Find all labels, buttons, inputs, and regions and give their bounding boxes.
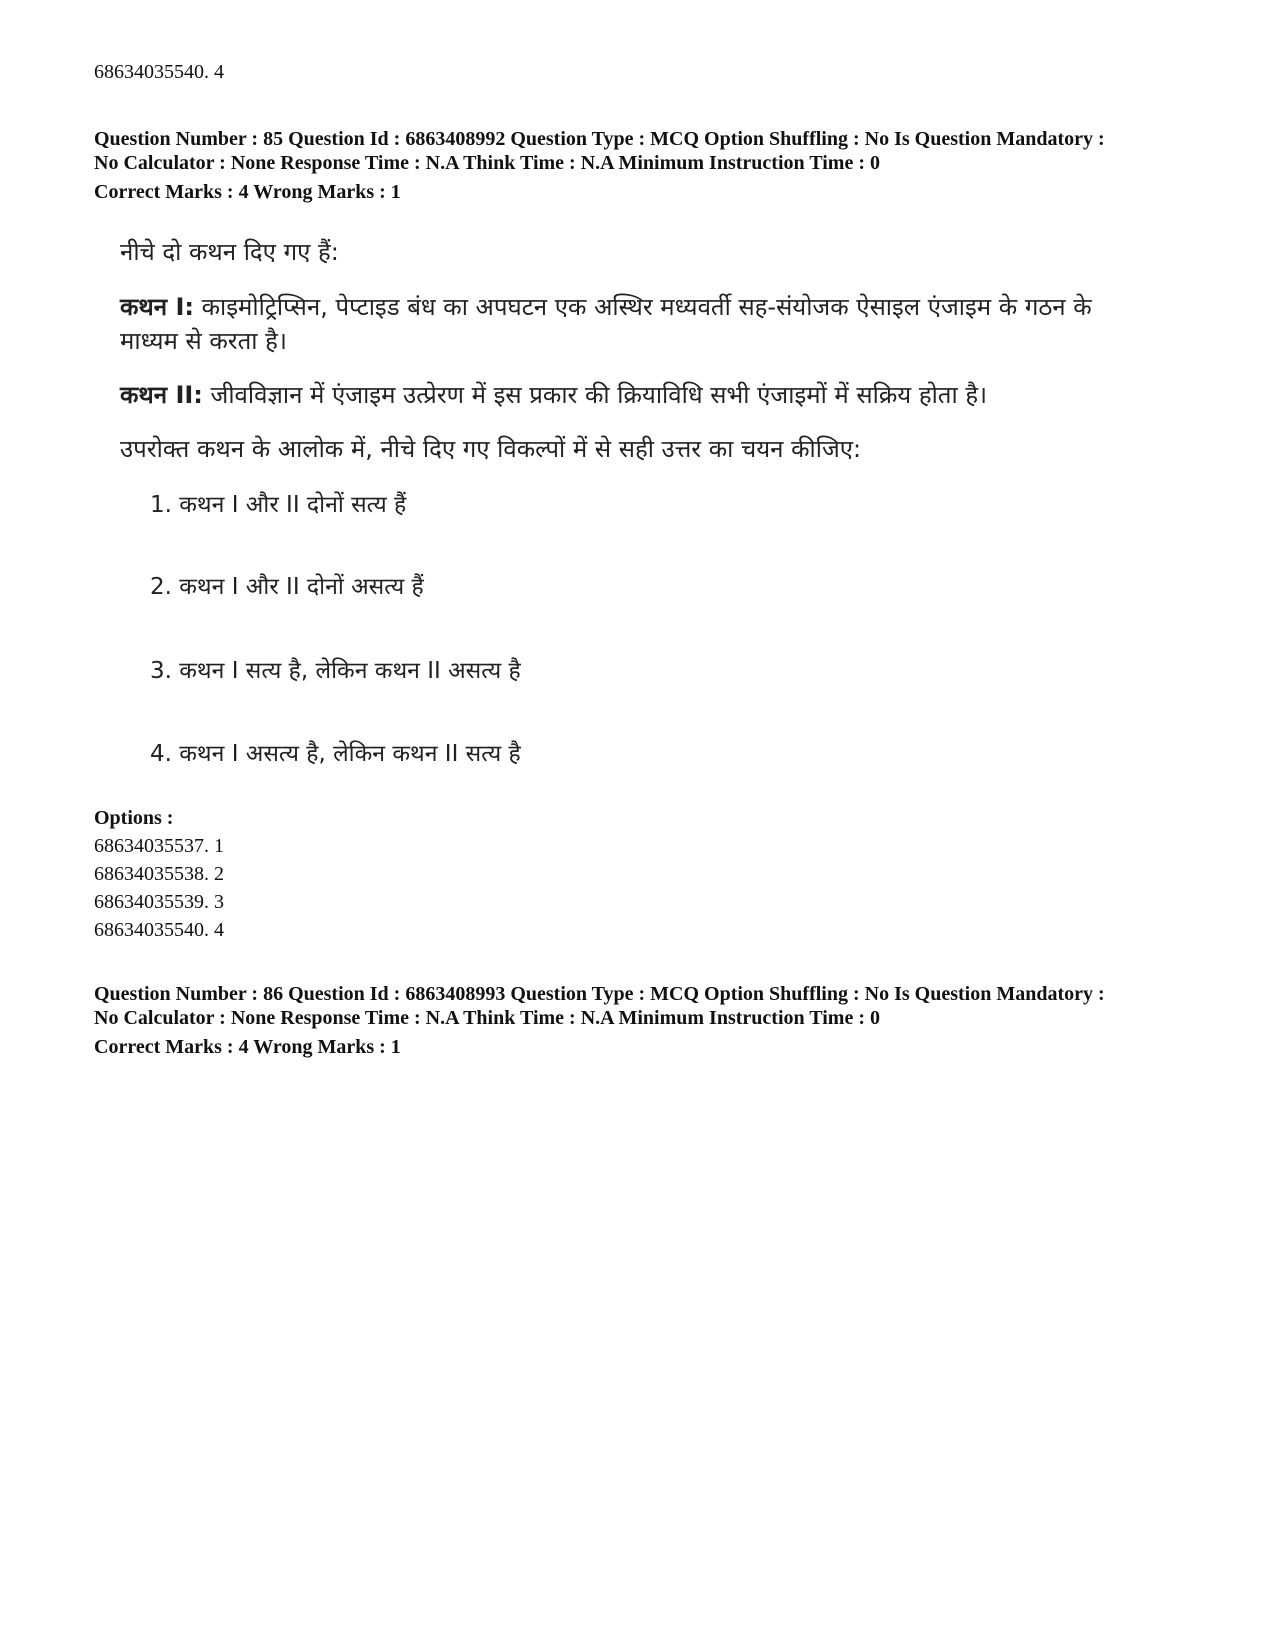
previous-option-fragment: 68634035540. 4 bbox=[94, 61, 224, 83]
choice-1: 1. कथन I और II दोनों सत्य हैं bbox=[150, 492, 407, 518]
choice-2: 2. कथन I और II दोनों असत्य हैं bbox=[150, 574, 424, 600]
marks-line: Correct Marks : 4 Wrong Marks : 1 bbox=[94, 181, 401, 203]
question-header-line-1: Question Number : 85 Question Id : 6863408992 Question Type : MCQ Option Shuffling : No Is Question Mandatory : bbox=[94, 128, 1105, 150]
option-item: 68634035539. 3 bbox=[94, 891, 224, 913]
statement-1-label: कथन I: bbox=[120, 293, 194, 321]
statement-1-text: काइमोट्रिप्सिन, पेप्टाइड बंध का अपघटन एक अस्थिर मध्यवर्ती सह-संयोजक ऐसाइल एंजाइम के गठन के bbox=[193, 293, 1092, 321]
question-header-line-1: Question Number : 86 Question Id : 6863408993 Question Type : MCQ Option Shuffling : No Is Question Mandatory : bbox=[94, 983, 1105, 1005]
marks-line: Correct Marks : 4 Wrong Marks : 1 bbox=[94, 1036, 401, 1058]
question-intro: नीचे दो कथन दिए गए हैं: bbox=[120, 238, 339, 266]
options-label: Options : bbox=[94, 807, 174, 829]
statement-1-continuation: माध्यम से करता है। bbox=[120, 327, 287, 355]
question-instruction: उपरोक्त कथन के आलोक में, नीचे दिए गए विकल्पों में से सही उत्तर का चयन कीजिए: bbox=[120, 435, 862, 463]
option-item: 68634035540. 4 bbox=[94, 919, 224, 941]
choice-4: 4. कथन I असत्य है, लेकिन कथन II सत्य है bbox=[150, 741, 521, 767]
statement-2-label: कथन II: bbox=[120, 381, 203, 409]
option-item: 68634035538. 2 bbox=[94, 863, 224, 885]
statement-2 bbox=[120, 378, 987, 412]
choice-3: 3. कथन I सत्य है, लेकिन कथन II असत्य है bbox=[150, 658, 521, 684]
statement-2-text: जीवविज्ञान में एंजाइम उत्प्रेरण में इस प्रकार की क्रियाविधि सभी एंजाइमों में सक्रिय होता है। bbox=[202, 381, 988, 409]
question-header-line-2: No Calculator : None Response Time : N.A Think Time : N.A Minimum Instruction Time : 0 bbox=[94, 1007, 880, 1029]
statement-1 bbox=[120, 290, 1092, 324]
option-item: 68634035537. 1 bbox=[94, 835, 224, 857]
question-header-line-2: No Calculator : None Response Time : N.A Think Time : N.A Minimum Instruction Time : 0 bbox=[94, 152, 880, 174]
